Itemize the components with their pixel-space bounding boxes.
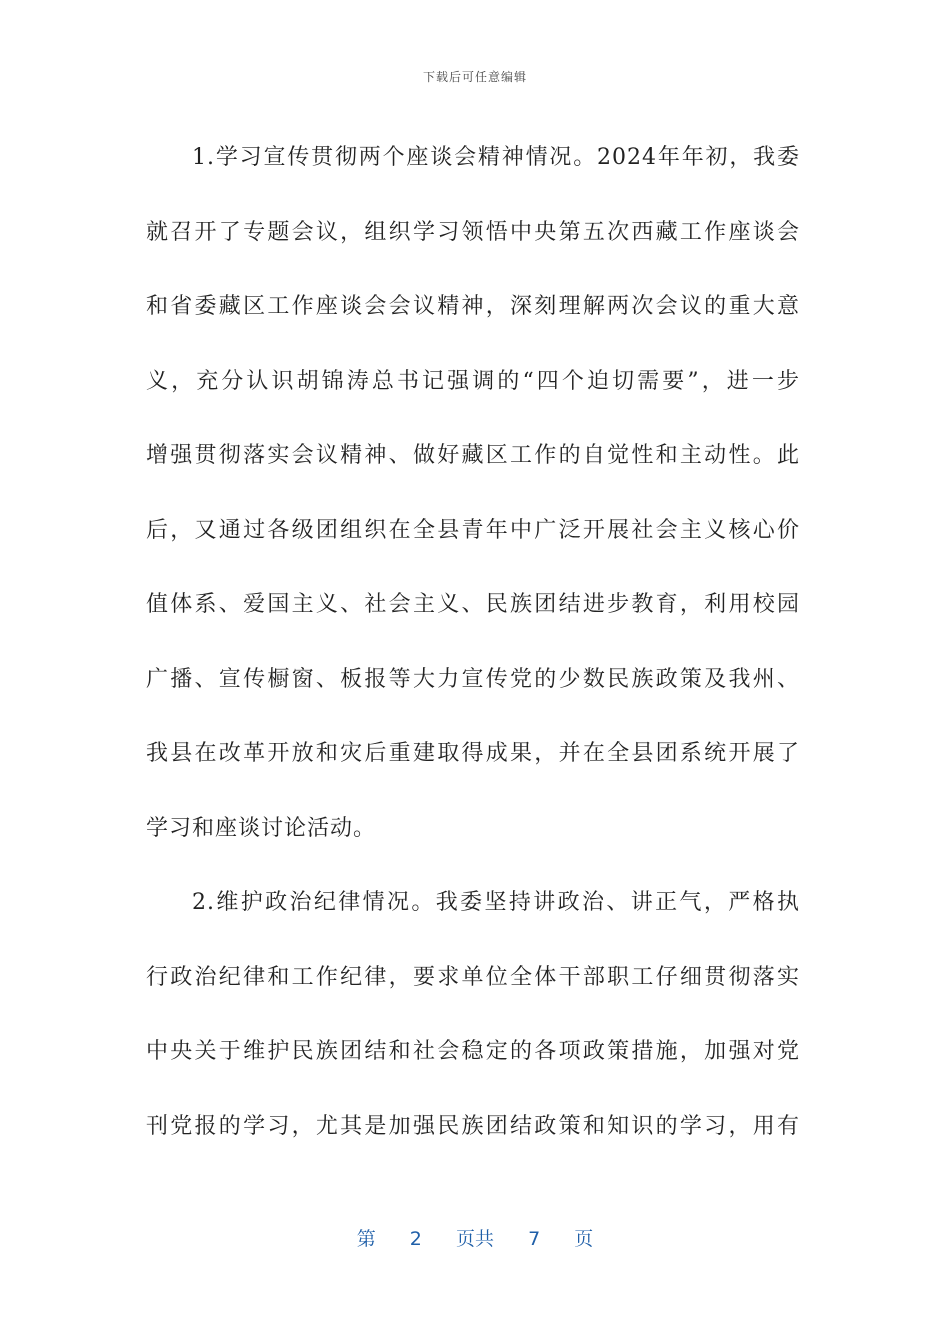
paragraph-line: 广播、宣传橱窗、板报等大力宣传党的少数民族政策及我州、 (146, 666, 800, 692)
footer-label-di: 第 (356, 1228, 376, 1250)
footer-label-ye: 页 (574, 1228, 594, 1250)
paragraph-line: 后，又通过各级团组织在全县青年中广泛开展社会主义核心价 (146, 517, 800, 543)
total-page-number: 7 (528, 1228, 541, 1250)
paragraph-line: 值体系、爱国主义、社会主义、民族团结进步教育，利用校园 (146, 592, 800, 617)
current-page-number: 2 (409, 1228, 422, 1250)
paragraph-line: 就召开了专题会议，组织学习领悟中央第五次西藏工作座谈会 (146, 219, 800, 245)
paragraph-line: 我县在改革开放和灾后重建取得成果，并在全县团系统开展了 (146, 741, 800, 766)
paragraph-line: 义，充分认识胡锦涛总书记强调的“四个迫切需要”，进一步 (146, 368, 800, 394)
paragraph-line: 和省委藏区工作座谈会会议精神，深刻理解两次会议的重大意 (146, 294, 800, 319)
footer-label-ye-gong: 页共 (455, 1228, 494, 1250)
download-note: 下载后可任意编辑 (422, 70, 527, 84)
document-body (146, 121, 800, 1164)
page-footer (0, 1224, 950, 1251)
paragraph-line: 学习和座谈讨论活动。 (146, 815, 377, 841)
paragraph-line: 1.学习宣传贯彻两个座谈会精神情况。2024年年初，我委 (192, 145, 800, 170)
paragraph-line: 2.维护政治纪律情况。我委坚持讲政治、讲正气，严格执 (192, 890, 800, 915)
paragraph-line: 中央关于维护民族团结和社会稳定的各项政策措施，加强对党 (146, 1039, 800, 1064)
paragraph-line: 行政治纪律和工作纪律，要求单位全体干部职工仔细贯彻落实 (146, 964, 800, 990)
paragraph-line: 增强贯彻落实会议精神、做好藏区工作的自觉性和主动性。此 (146, 443, 800, 468)
paragraph-line: 刊党报的学习，尤其是加强民族团结政策和知识的学习，用有 (146, 1113, 800, 1139)
